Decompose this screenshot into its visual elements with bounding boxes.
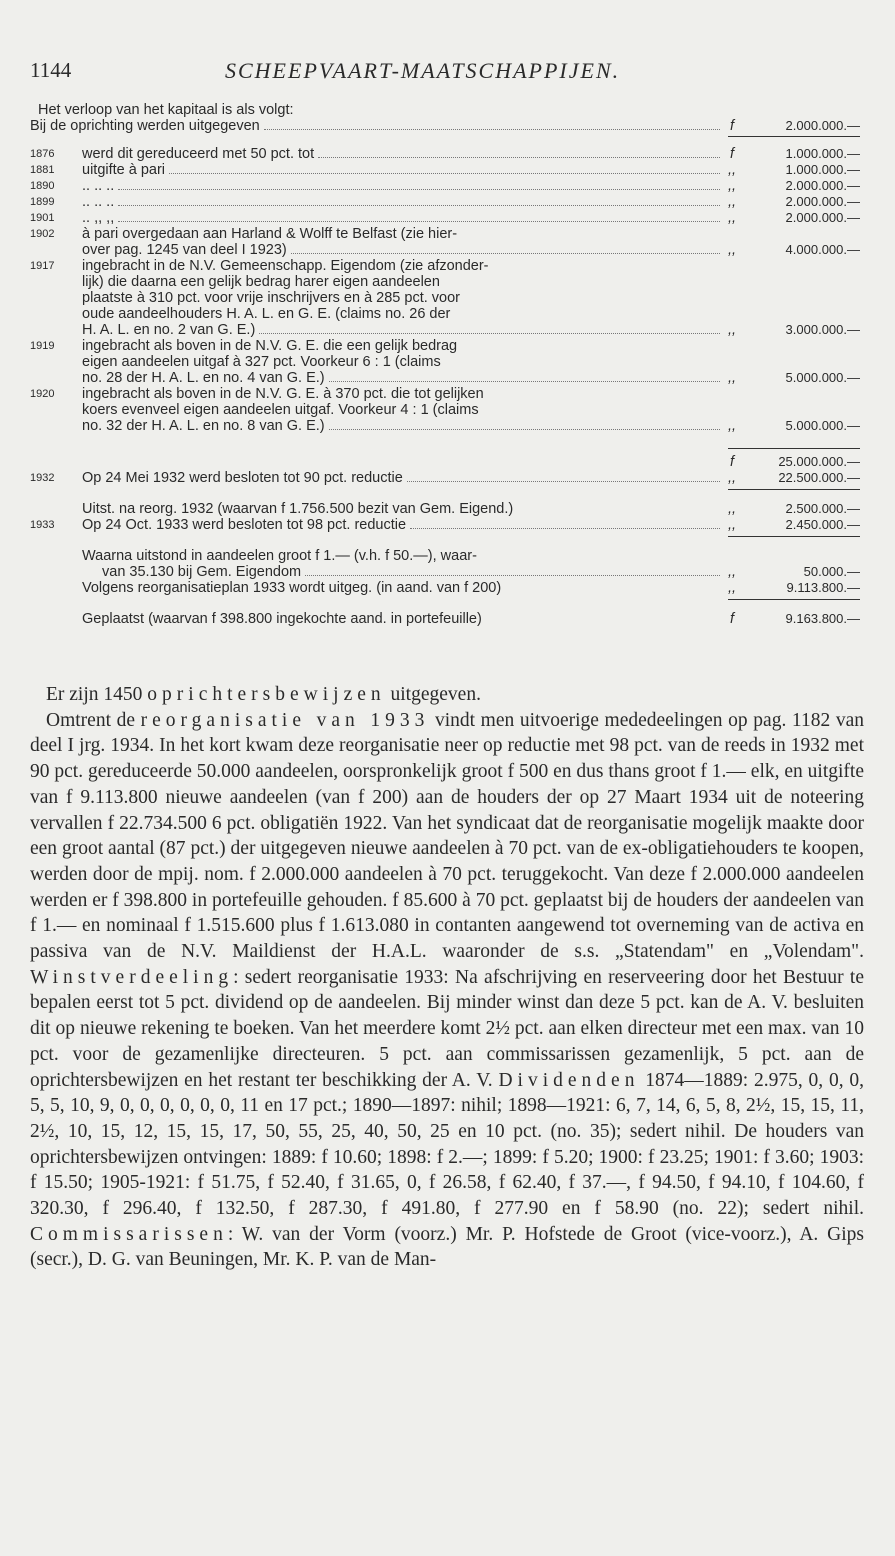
- row-desc: uitgifte à pari: [82, 162, 166, 178]
- text-run: Omtrent de: [46, 709, 141, 731]
- row-currency: ,,: [727, 580, 737, 596]
- row-desc: Waarna uitstond in aandeelen groot f 1.— (v.h. f 50.—), waar-: [82, 548, 477, 564]
- table-row-continuation: [30, 242, 860, 258]
- capital-intro: [30, 102, 860, 118]
- text-run: vindt men uitvoerige mededeelingen op pag. 1182 van deel I jrg. 1934. In het kort kwam deze reorganisatie neer op reductie met 98 pct. van de reeds in 1932 met 90 pct. gereduceerde 50.000 aandeelen, oorspronkelijk groot f 500 en dus thans groot f 1.— elk, en uitgifte van f 9.113.800 nieuwe aandeelen (van f 200) aan de houders der op 27 Maart 1934 uit de noteering vervallen f 22.734.500 6 pct. obligatiën 1922. Van het syndicaat dat de reorganisatie mogelijk maakte door een groot aantal (87 pct.) der uitgegeven nieuwe aandeelen à 70 pct. van de ex-obligatiehouders te koopen, werden door de mpij. nom. f 2.000.000 aandeelen à 70 pct. teruggekocht. Van deze f 2.000.000 aandeelen werden er f 398.800 in portefeuille gehouden. f 85.600 à 70 pct. geplaatst bij de houders der aandeelen van f 1.— en nominaal f 1.515.600 plus f 1.613.080 in contanten aangewend tot overneming van de activa en passiva van de N.V. Maildienst der H.A.L. waaronder de s.s. „Statendam" en „Volendam".: [30, 709, 864, 963]
- row-desc: van 35.130 bij Gem. Eigendom: [102, 564, 302, 580]
- row-currency: ,,: [727, 322, 737, 338]
- row-amount: 5.000.000.—: [785, 418, 860, 433]
- row-amount: 2.000.000.—: [785, 118, 860, 133]
- table-row: [30, 118, 860, 134]
- table-row-continuation: [30, 290, 860, 306]
- row-amount: 3.000.000.—: [785, 322, 860, 337]
- text-run: : W. van der Vorm (voorz.) Mr. P. Hofstede de Groot (vice-voorz.), A. Gips (secr.), D. G. van Beuningen, Mr. K. P. van de Man-: [30, 1223, 864, 1271]
- row-desc: oude aandeelhouders H. A. L. en G. E. (claims no. 26 der: [82, 306, 451, 322]
- row-currency: ,,: [727, 210, 737, 226]
- table-row: [30, 564, 860, 580]
- row-currency: f: [729, 454, 735, 470]
- row-desc: ingebracht als boven in de N.V. G. E. à 370 pct. die tot gelijken: [82, 386, 484, 402]
- row-desc: ingebracht in de N.V. Gemeenschapp. Eigendom (zie afzonder-: [82, 258, 489, 274]
- table-row: [30, 501, 860, 517]
- row-desc: over pag. 1245 van deel I 1923): [82, 242, 287, 258]
- capital-history-table: [30, 102, 860, 627]
- row-desc: werd dit gereduceerd met 50 pct. tot: [82, 146, 315, 162]
- body-text: [30, 682, 864, 1273]
- table-row: [30, 580, 860, 596]
- row-amount: 9.163.800.—: [785, 611, 860, 626]
- row-year: 1920: [30, 388, 55, 400]
- row-amount: 2.500.000.—: [785, 501, 860, 516]
- table-row-continuation: [30, 306, 860, 322]
- row-amount: 2.000.000.—: [785, 178, 860, 193]
- row-currency: ,,: [727, 564, 737, 580]
- table-row: [30, 386, 860, 402]
- row-currency: ,,: [727, 162, 737, 178]
- row-amount: 2.000.000.—: [785, 210, 860, 225]
- table-row: [30, 517, 860, 533]
- table-row: [30, 146, 860, 162]
- row-desc: H. A. L. en no. 2 van G. E.): [82, 322, 256, 338]
- row-desc: lijk) die daarna een gelijk bedrag harer eigen aandeelen: [82, 274, 440, 290]
- spaced-term: reorganisatie van 1933: [140, 709, 430, 731]
- row-currency: ,,: [727, 418, 737, 434]
- row-desc: eigen aandeelen uitgaf à 327 pct. Voorkeur 6 : 1 (claims: [82, 354, 441, 370]
- table-row: [30, 454, 860, 470]
- row-desc: .. .. ..: [82, 194, 115, 210]
- row-desc: Bij de oprichting werden uitgegeven: [30, 118, 260, 134]
- row-currency: ,,: [727, 370, 737, 386]
- table-row-continuation: [30, 354, 860, 370]
- row-currency: f: [729, 146, 735, 162]
- text-run: : sedert reorganisatie 1933: Na afschrijving en reserveering door het Bestuur te bepalen eerst tot 5 pct. dividend op de aandeelen. Bij minder winst dan deze 5 pct. kan de A. V. besluiten dit op nieuwe rekening te boeken. Van het meerdere komt 2½ pct. aan elken directeur met een max. van 10 pct. voor de gezamenlijke directeuren. 5 pct. aan commissarissen gezamenlijk, 5 pct. aan de oprichtersbewijzen en het restant ter beschikking der A. V.: [30, 966, 864, 1091]
- row-desc: ingebracht als boven in de N.V. G. E. die een gelijk bedrag: [82, 338, 458, 354]
- table-row: [30, 194, 860, 210]
- row-currency: ,,: [727, 242, 737, 258]
- row-desc: .. .. ..: [82, 178, 115, 194]
- row-year: 1902: [30, 228, 55, 240]
- row-year: 1901: [30, 212, 55, 224]
- row-amount: 1.000.000.—: [785, 162, 860, 177]
- text-run: 1874—1889: 2.975, 0, 0, 0, 5, 5, 10, 9, 0, 0, 0, 0, 0, 0, 11 en 17 pct.; 1890—1897: nihil; 1898—1921: 6, 7, 14, 6, 5, 8, 2½, 15, 15, 11, 2½, 10, 15, 12, 15, 15, 17, 50, 55, 25, 40, 50, 25 en 10 pct. (no. 35); sedert nihil. De houders van oprichtersbewijzen ontvingen: 1889: f 10.60; 1898: f 2.—; 1899: f 5.20; 1900: f 23.25; 1901: f 3.60; 1903: f 15.50; 1905-1921: f 51.75, f 52.40, f 31.65, 0, f 26.58, f 62.40, f 37.—, f 94.50, f 94.10, f 104.60, f 320.30, f 296.40, f 132.50, f 287.30, f 491.80, f 277.90 en f 58.90 (no. 22); sedert nihil.: [30, 1069, 865, 1220]
- text-run: Er zijn 1450: [46, 684, 148, 705]
- table-row-continuation: [30, 322, 860, 338]
- capital-entries: [30, 146, 860, 434]
- row-amount: 5.000.000.—: [785, 370, 860, 385]
- running-title: SCHEEPVAART-MAATSCHAPPIJEN.: [225, 58, 621, 83]
- row-currency: f: [729, 611, 735, 627]
- row-year: 1932: [30, 472, 55, 484]
- row-amount: 2.000.000.—: [785, 194, 860, 209]
- table-row-continuation: [30, 274, 860, 290]
- row-currency: ,,: [727, 517, 737, 533]
- table-row: [30, 258, 860, 274]
- row-amount: 22.500.000.—: [778, 470, 860, 485]
- table-row: [30, 210, 860, 226]
- paragraph-reorganisation: [30, 708, 864, 1273]
- row-year: 1917: [30, 260, 55, 272]
- row-desc: Geplaatst (waarvan f 398.800 ingekochte aand. in portefeuille): [82, 611, 482, 627]
- spaced-term: Dividenden: [498, 1069, 640, 1091]
- row-currency: f: [729, 118, 735, 134]
- spaced-term: Commissarissen: [30, 1223, 228, 1245]
- row-desc: plaatste à 310 pct. voor vrije inschrijvers en à 285 pct. voor: [82, 290, 460, 306]
- row-currency: ,,: [727, 501, 737, 517]
- table-row: [30, 611, 860, 627]
- table-row: [30, 470, 860, 486]
- row-currency: ,,: [727, 194, 737, 210]
- row-desc: no. 28 der H. A. L. en no. 4 van G. E.): [82, 370, 325, 386]
- table-row: [30, 162, 860, 178]
- row-desc: Op 24 Mei 1932 werd besloten tot 90 pct. reductie: [82, 470, 403, 486]
- page-header: [30, 58, 870, 92]
- row-desc: no. 32 der H. A. L. en no. 8 van G. E.): [82, 418, 325, 434]
- row-desc: Uitst. na reorg. 1932 (waarvan f 1.756.500 bezit van Gem. Eigend.): [82, 501, 514, 517]
- spaced-term: oprichtersbewijzen: [147, 684, 386, 705]
- page-number: 1144: [30, 58, 72, 82]
- paragraph-founders: [30, 682, 864, 708]
- row-amount: 4.000.000.—: [785, 242, 860, 257]
- table-row-continuation: [30, 418, 860, 434]
- row-year: 1876: [30, 148, 55, 160]
- row-desc: koers evenveel eigen aandeelen uitgaf. Voorkeur 4 : 1 (claims: [82, 402, 479, 418]
- row-amount: 50.000.—: [803, 564, 860, 579]
- row-currency: ,,: [727, 470, 737, 486]
- row-amount: 9.113.800.—: [786, 580, 860, 595]
- row-desc: Op 24 Oct. 1933 werd besloten tot 98 pct. reductie: [82, 517, 407, 533]
- text-run: uitgegeven.: [385, 684, 481, 705]
- row-amount: 1.000.000.—: [785, 146, 860, 161]
- row-desc: .. ,, ,,: [82, 210, 115, 226]
- row-year: 1899: [30, 196, 55, 208]
- row-year: 1881: [30, 164, 55, 176]
- row-desc: à pari overgedaan aan Harland & Wolff te Belfast (zie hier-: [82, 226, 458, 242]
- row-amount: 2.450.000.—: [785, 517, 860, 532]
- table-row: [30, 226, 860, 242]
- row-year: 1919: [30, 340, 55, 352]
- row-year: 1890: [30, 180, 55, 192]
- spaced-term: Winstverdeeling: [30, 966, 234, 988]
- row-desc: Volgens reorganisatieplan 1933 wordt uitgeg. (in aand. van f 200): [82, 580, 502, 596]
- table-row-continuation: [30, 370, 860, 386]
- table-row: [30, 548, 860, 564]
- table-row: [30, 178, 860, 194]
- intro-text: Het verloop van het kapitaal is als volgt:: [38, 102, 294, 118]
- table-row: [30, 338, 860, 354]
- row-currency: ,,: [727, 178, 737, 194]
- table-row-continuation: [30, 402, 860, 418]
- row-year: 1933: [30, 519, 55, 531]
- row-amount: 25.000.000.—: [778, 454, 860, 469]
